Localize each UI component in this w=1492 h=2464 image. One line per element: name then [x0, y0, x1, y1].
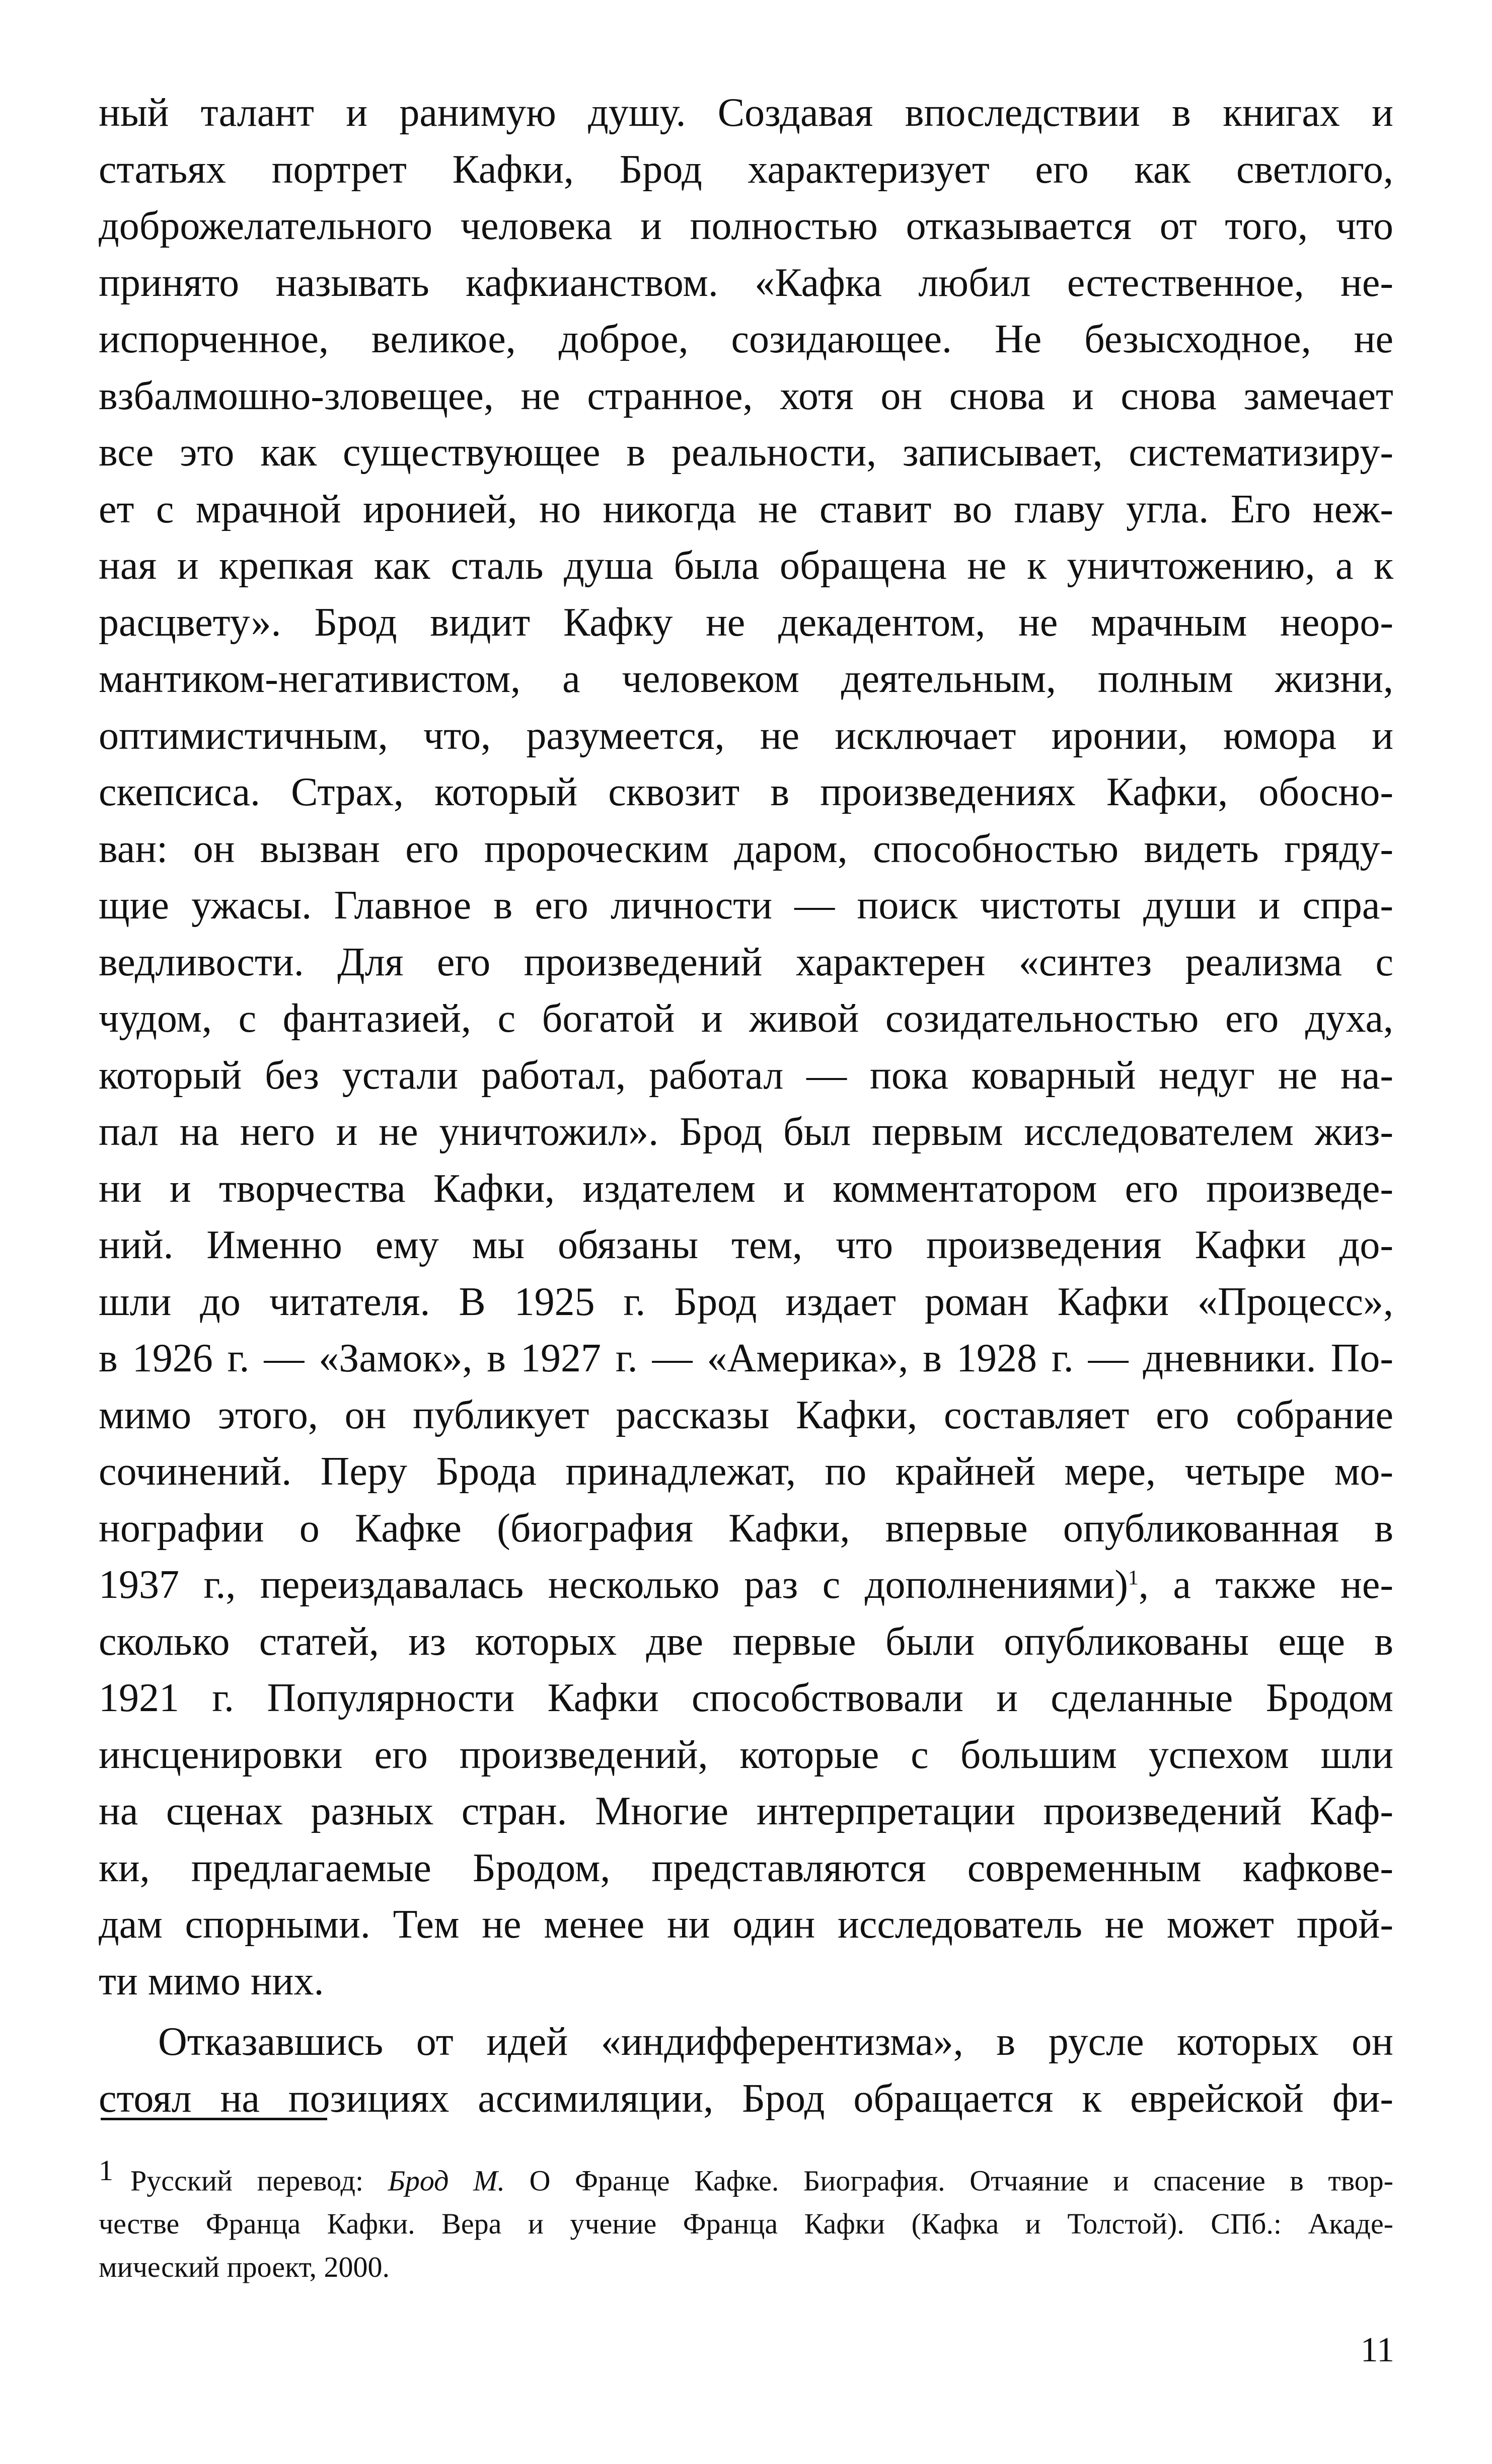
text-fragment: 1937 г., переиздавалась несколько раз с дополнениями)	[99, 1563, 1129, 1607]
footnote-text: О Франце Кафке. Биография. Отчаяние и спасение в твор-	[504, 2164, 1393, 2197]
page-number: 11	[1360, 2331, 1394, 2369]
footnote-number: 1	[99, 2154, 113, 2187]
text-fragment: , а также не-	[1138, 1563, 1393, 1607]
text-line: ведливости. Для его произведений характерен «синтез реализма с	[99, 940, 1393, 984]
text-line: ет с мрачной иронией, но никогда не ставит во главу угла. Его неж-	[99, 487, 1393, 531]
text-line: Отказавшись от идей «индифферентизма», в русле которых он	[158, 2020, 1393, 2064]
text-line: 1921 г. Популярности Кафки способствовали и сделанные Бродом	[99, 1676, 1393, 1720]
text-line: испорченное, великое, доброе, созидающее. Не безысходное, не	[99, 317, 1393, 361]
footnote-line: честве Франца Кафки. Вера и учение Франца Кафки (Кафка и Толстой). СПб.: Акаде-	[99, 2207, 1393, 2241]
text-line: статьях портрет Кафки, Брод характеризует его как светлого,	[99, 147, 1393, 192]
text-line: дам спорными. Тем не менее ни один исследователь не может прой-	[99, 1902, 1393, 1947]
text-line: ван: он вызван его пророческим даром, способностью видеть гряду-	[99, 826, 1393, 871]
text-line: пал на него и не уничтожил». Брод был первым исследователем жиз-	[99, 1110, 1393, 1154]
text-line: доброжелательного человека и полностью отказывается от того, что	[99, 204, 1393, 248]
footnote-author: Брод М.	[388, 2164, 505, 2197]
main-text	[99, 85, 1393, 2127]
text-line: взбалмошно-зловещее, не странное, хотя он снова и снова замечает	[99, 373, 1393, 418]
text-line: нографии о Кафке (биография Кафки, впервые опубликованная в	[99, 1506, 1393, 1551]
text-line: инсценировки его произведений, которые с большим успехом шли	[99, 1732, 1393, 1777]
text-line: ний. Именно ему мы обязаны тем, что произведения Кафки до-	[99, 1223, 1393, 1267]
text-line: ный талант и ранимую душу. Создавая впоследствии в книгах и	[99, 91, 1393, 135]
text-line: сочинений. Перу Брода принадлежат, по крайней мере, четыре мо-	[99, 1449, 1393, 1494]
text-line: ти мимо них.	[99, 1959, 324, 2004]
text-line: мантиком-негативистом, а человеком деятельным, полным жизни,	[99, 657, 1393, 701]
text-line: все это как существующее в реальности, записывает, систематизиру-	[99, 430, 1393, 475]
text-line: чудом, с фантазией, с богатой и живой созидательностью его духа,	[99, 996, 1393, 1041]
text-line: щие ужасы. Главное в его личности — поиск чистоты души и спра-	[99, 883, 1393, 928]
footnote-lead: Русский перевод:	[130, 2164, 388, 2197]
text-line: расцвету». Брод видит Кафку не декадентом, не мрачным неоро-	[99, 600, 1393, 645]
text-line: принято называть кафкианством. «Кафка любил естественное, не-	[99, 260, 1393, 305]
text-line: в 1926 г. — «Замок», в 1927 г. — «Америка», в 1928 г. — дневники. По-	[99, 1336, 1393, 1380]
text-line: шли до читателя. В 1925 г. Брод издает роман Кафки «Процесс»,	[99, 1279, 1393, 1324]
paragraph-1	[99, 85, 1393, 2010]
footnote	[99, 2149, 1393, 2289]
text-line: стоял на позициях ассимиляции, Брод обращается к еврейской фи-	[99, 2076, 1393, 2121]
text-line: на сценах разных стран. Многие интерпретации произведений Каф-	[99, 1789, 1393, 1833]
footnote-line	[99, 2149, 1393, 2202]
text-line: ки, предлагаемые Бродом, представляются современным кафкове-	[99, 1845, 1393, 1890]
paragraph-gap	[99, 2010, 1393, 2014]
text-line: который без устали работал, работал — пока коварный недуг не на-	[99, 1053, 1393, 1098]
text-line: оптимистичным, что, разумеется, не исключает иронии, юмора и	[99, 713, 1393, 758]
text-line-with-footnote	[99, 1557, 1393, 1613]
text-line: мимо этого, он публикует рассказы Кафки, составляет его собрание	[99, 1393, 1393, 1437]
text-line: ни и творчества Кафки, издателем и комментатором его произведе-	[99, 1166, 1393, 1211]
footnote-reference[interactable]: 1	[1128, 1565, 1139, 1589]
text-line: ная и крепкая как сталь душа была обращена не к уничтожению, а к	[99, 544, 1393, 588]
text-line: скепсиса. Страх, который сквозит в произведениях Кафки, обосно-	[99, 770, 1393, 814]
paragraph-2	[99, 2014, 1393, 2127]
footnote-separator	[101, 2118, 327, 2120]
text-line: сколько статей, из которых две первые были опубликованы еще в	[99, 1619, 1393, 1664]
footnote-line: мический проект, 2000.	[99, 2251, 390, 2284]
